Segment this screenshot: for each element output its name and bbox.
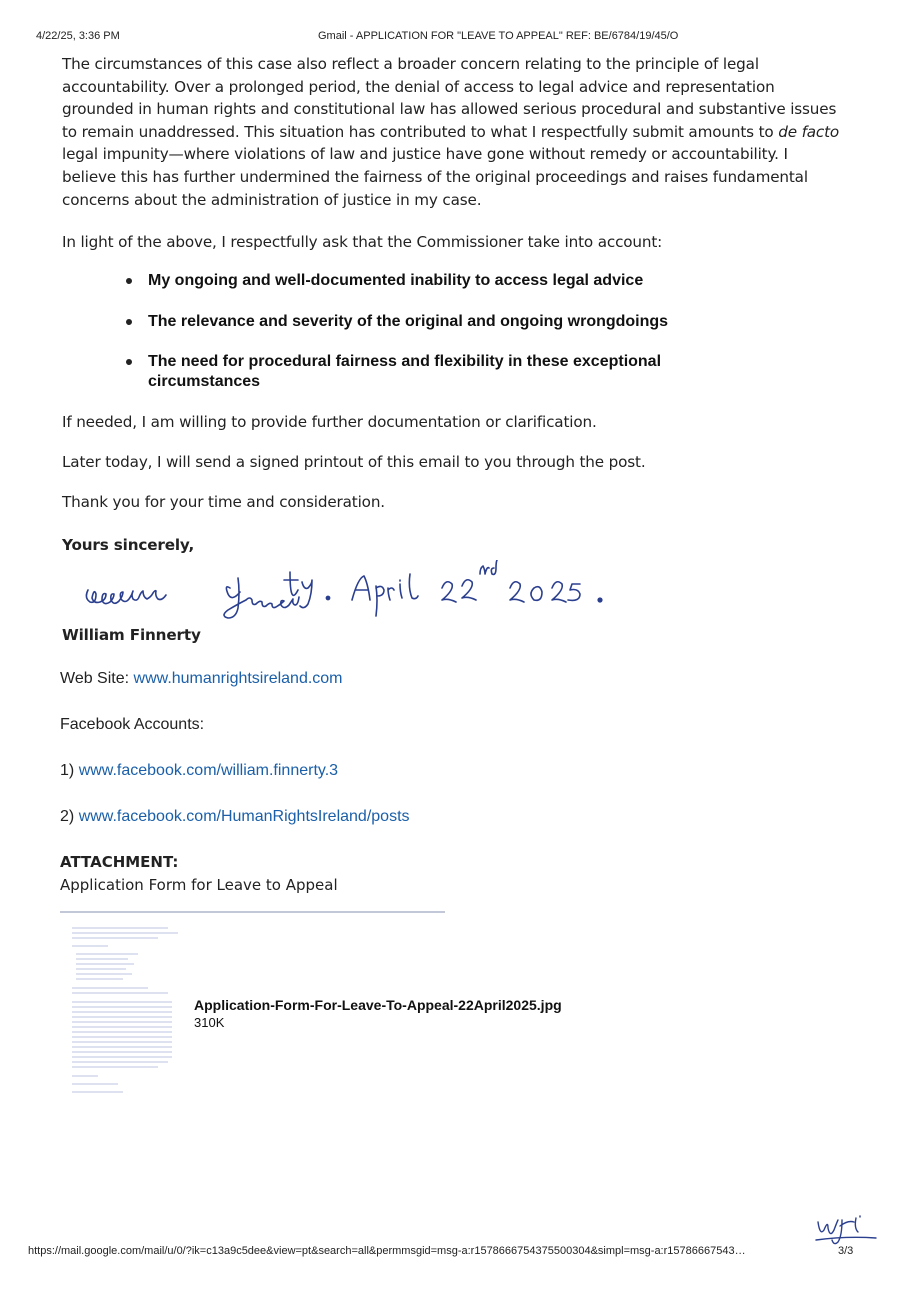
- bullet-item: [126, 271, 766, 291]
- attachment-description: Application Form for Leave to Appeal: [60, 876, 338, 894]
- facebook-row: [60, 808, 410, 826]
- facebook-link-personal[interactable]: www.facebook.com/william.finnerty.3: [78, 762, 339, 779]
- facebook-index: 1): [60, 762, 75, 779]
- handwritten-initials-image: [812, 1210, 882, 1250]
- website-row: [60, 670, 343, 688]
- closing-salutation: Yours sincerely,: [62, 536, 195, 554]
- attachment-thumbnail[interactable]: [68, 922, 183, 1100]
- print-title: Gmail - APPLICATION FOR "LEAVE TO APPEAL" REF: BE/6784/19/45/O: [318, 30, 679, 42]
- facebook-row: [60, 762, 338, 780]
- bullet-dot-icon: [126, 319, 132, 325]
- attachment-heading: ATTACHMENT:: [60, 853, 179, 871]
- body-paragraph-post: Later today, I will send a signed printout of this email to you through the post.: [62, 453, 646, 471]
- attachment-size: 310K: [194, 1015, 225, 1030]
- attachment-filename[interactable]: Application-Form-For-Leave-To-Appeal-22April2025.jpg: [194, 997, 562, 1013]
- bullet-item: [126, 352, 766, 392]
- para1-text-a: The circumstances of this case also reflect a broader concern relating to the principle of legal accountability. Over a prolonged period, the denial of access to legal advice and representation grounded in human rights and constitutional law has allowed serious procedural and substantive issues to remain unaddressed. This situation has contributed to what I respectfully submit amounts to: [62, 55, 837, 141]
- body-paragraph-request: In light of the above, I respectfully ask that the Commissioner take into account:: [62, 233, 663, 251]
- bullet-text: My ongoing and well-documented inability to access legal advice: [148, 272, 644, 289]
- facebook-index: 2): [60, 808, 75, 825]
- bullet-text: The relevance and severity of the original and ongoing wrongdoings: [148, 313, 669, 330]
- body-paragraph-accountability: [62, 53, 842, 211]
- signer-name: William Finnerty: [62, 626, 201, 644]
- bullet-dot-icon: [126, 359, 132, 365]
- print-datetime: 4/22/25, 3:36 PM: [36, 30, 120, 42]
- bullet-dot-icon: [126, 278, 132, 284]
- para1-text-b: legal impunity—where violations of law and justice have gone without remedy or accountability. I believe this has further undermined the fairness of the original proceedings and raises fundamental concerns about the administration of justice in my case.: [62, 145, 808, 209]
- attachment-divider: [60, 911, 445, 913]
- body-paragraph-further-docs: If needed, I am willing to provide further documentation or clarification.: [62, 413, 597, 431]
- page-number: 3/3: [838, 1245, 854, 1257]
- bullet-text: The need for procedural fairness and flexibility in these exceptional circumstances: [148, 353, 662, 390]
- facebook-accounts-label: Facebook Accounts:: [60, 716, 205, 733]
- body-paragraph-thanks: Thank you for your time and consideration.: [62, 493, 385, 511]
- document-preview-icon: [68, 922, 183, 1100]
- facebook-link-page[interactable]: www.facebook.com/HumanRightsIreland/posts: [78, 808, 410, 825]
- para1-italic: de facto: [778, 122, 840, 141]
- print-url: https://mail.google.com/mail/u/0/?ik=c13a9c5dee&view=pt&search=all&permmsgid=msg-a:r1578666754375500304&simpl=msg-a:r15786667543…: [28, 1245, 746, 1257]
- bullet-item: [126, 312, 766, 332]
- website-label: Web Site:: [60, 670, 130, 687]
- website-link[interactable]: www.humanrightsireland.com: [133, 670, 343, 687]
